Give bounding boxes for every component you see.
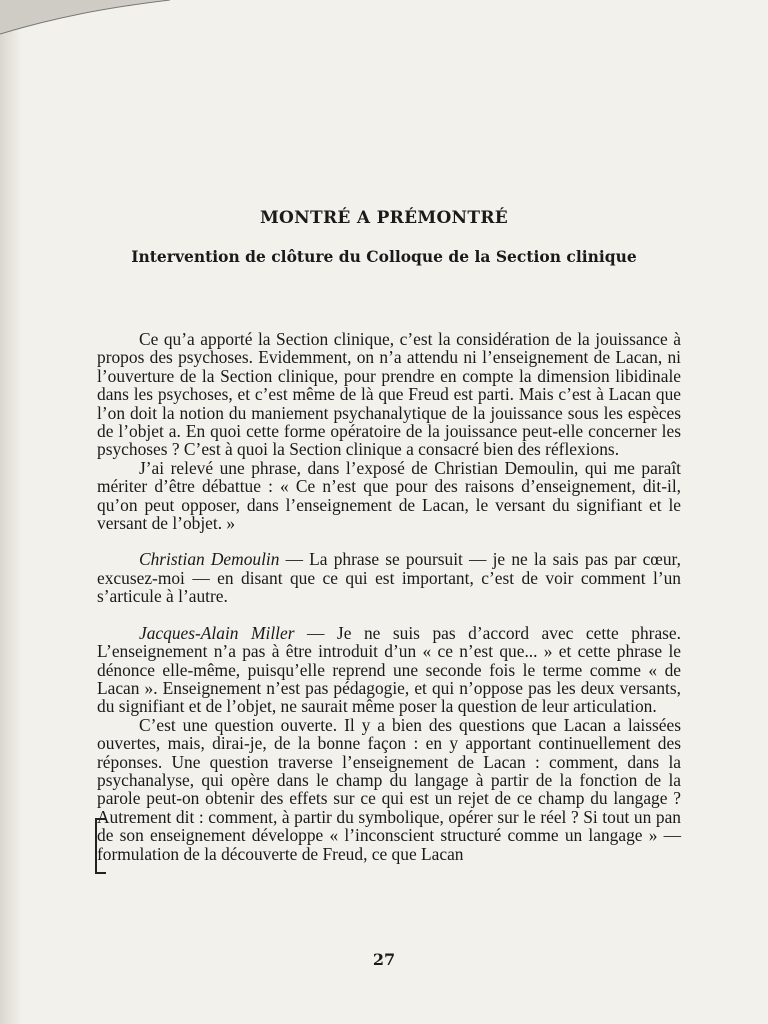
margin-bracket [95, 818, 106, 874]
page-number: 27 [372, 950, 396, 969]
exchange-demoulin [97, 550, 681, 605]
body-text [97, 330, 681, 863]
speaker-text: — La phrase se poursuit — je ne la sais pas par cœur, excusez-moi — en disant que ce qui est important, c’est de voir comment l’un s’articule à l’autre. [97, 549, 681, 607]
paragraph-1: Ce qu’a apporté la Section clinique, c’est la considération de la jouissance à propos des psychoses. Evidemment, on n’a attendu ni l’enseignement de Lacan, ni l’ouverture de la Section clinique, pour prendre en compte la dimension libidinale dans les psychoses, et c’est même de là que Freud est parti. Mais c’est à Lacan que l’on doit la notion du maniement psychanalytique de la jouissance sous les espèces de l’objet a. En quoi cette forme opératoire de la jouissance peut-elle concerner les psychoses ? C’est à quoi la Section clinique a consacré bien des réflexions. [97, 329, 681, 460]
speaker-text: — Je ne suis pas d’accord avec cette phrase. L’enseignement n’a pas à être introduit d’un « ce n’est que... » et cette phrase le dénonce elle-même, puisqu’elle reprend une seconde fois le terme comme « de Lacan ». Enseignement n’est pas pédagogie, et qui n’oppose pas les deux versants, du signifiant et de l’objet, ne saurait même poser la question de leur articulation. [97, 622, 681, 717]
speaker-name: Jacques-Alain Miller [139, 622, 295, 643]
chapter-title: MONTRÉ A PRÉMONTRÉ [259, 208, 509, 228]
chapter-subtitle: Intervention de clôture du Colloque de la Section clinique [131, 247, 637, 266]
exchange-miller [97, 624, 681, 716]
closing-paragraph: C’est une question ouverte. Il y a bien des questions que Lacan a laissées ouvertes, mais, dirai-je, de la bonne façon : en y apportant continuellement des réponses. Une question traverse l’enseignement de Lacan : comment, dans la psychanalyse, qui opère dans le champ du langage à partir de la fonction de la parole peut-on obtenir des effets sur ce qui est un rejet de ce champ du langage ? Autrement dit : comment, à partir du symbolique, opérer sur le réel ? Si tout un pan de son enseignement développe « l’inconscient structuré comme un langage » — formulation de la découverte de Freud, ce que Lacan [97, 714, 681, 864]
page-binding-shadow [0, 0, 22, 1024]
page-corner-curl [0, 0, 170, 38]
speaker-name: Christian Demoulin [139, 549, 280, 570]
paragraph-2: J’ai relevé une phrase, dans l’exposé de Christian Demoulin, qui me paraît mériter d’être débattue : « Ce n’est que pour des raisons d’enseignement, dit-il, qu’on peut opposer, dans l’enseignement de Lacan, le versant du signifiant et le versant de l’objet. » [97, 457, 681, 534]
